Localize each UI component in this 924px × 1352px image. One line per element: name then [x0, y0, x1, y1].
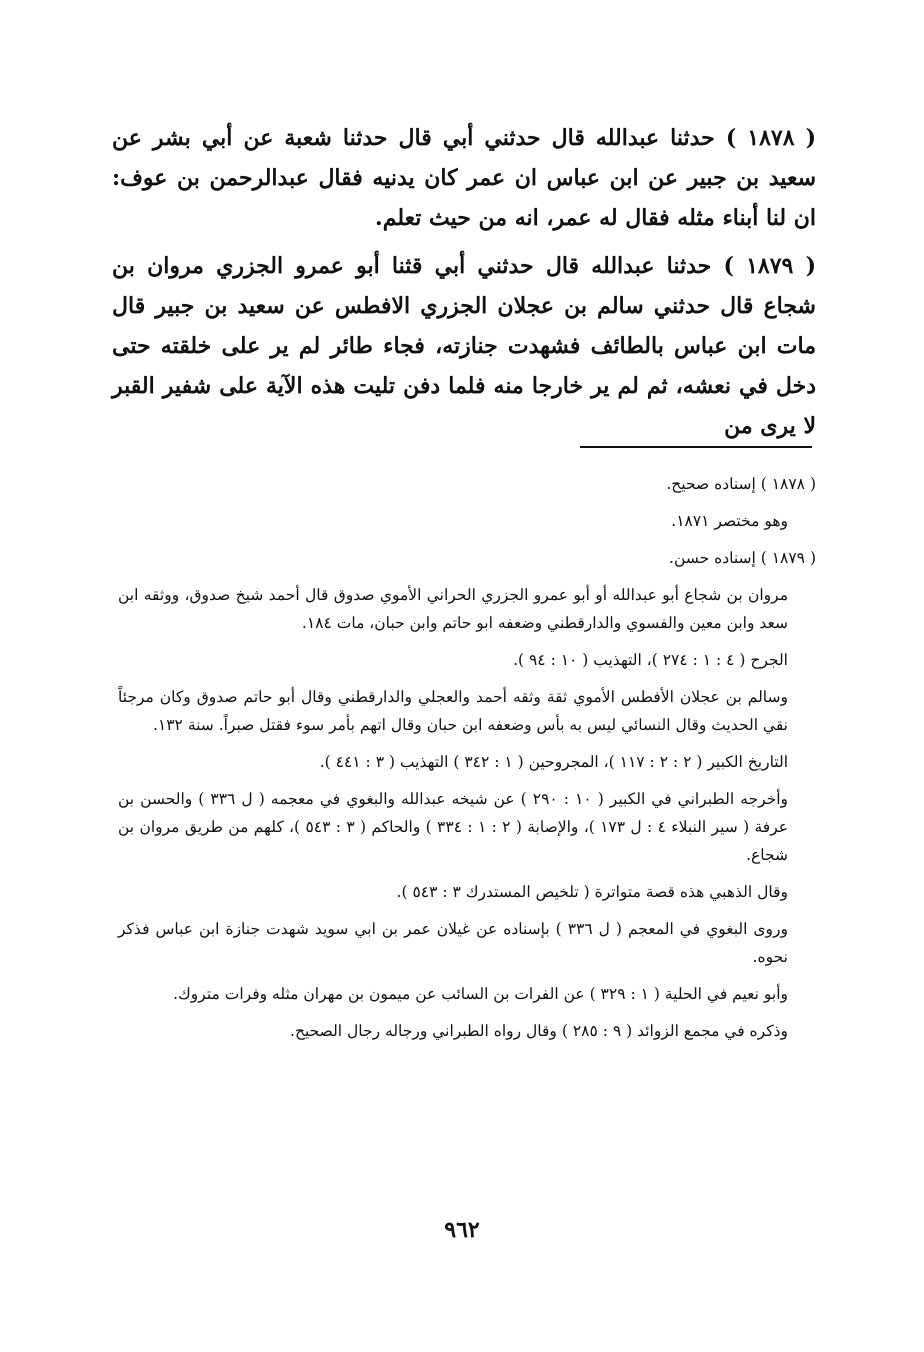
- footnote-dhahabi: وقال الذهبي هذه قصة متواترة ( تلخيص المستدرك ٣ : ٥٤٣ ).: [396, 883, 788, 901]
- footnote-baghawi: وروى البغوي في المعجم ( ل ٣٣٦ ) بإسناده عن غيلان عمر بن ابي سويد شهدت جنازة ابن عباس فذكر نحوه.: [118, 920, 788, 966]
- footnote-1878-note: وهو مختصر ١٨٧١.: [671, 512, 788, 530]
- footnote-takhrij: وأخرجه الطبراني في الكبير ( ١٠ : ٢٩٠ ) عن شيخه عبدالله والبغوي في معجمه ( ل ٣٣٦ ) والحسن بن عرفة ( سير النبلاء ٤ : ل ١٧٣ )، والإصابة ( ٢ : ١ : ٣٣٤ ) والحاكم ( ٣ : ٥٤٣ )، كلهم من طريق مروان بن شجاع.: [118, 790, 789, 864]
- footnotes: [118, 470, 816, 1054]
- footnote-divider: [580, 446, 812, 448]
- footnote-salim-refs: التاريخ الكبير ( ٢ : ٢ : ١١٧ )، المجروحين ( ١ : ٣٤٢ ) التهذيب ( ٣ : ٤٤١ ).: [319, 753, 788, 771]
- footnote-salim: وسالم بن عجلان الأفطس الأموي ثقة وثقه أحمد والعجلي والدارقطني وقال أبو حاتم صدوق وكان مرجئاً نقي الحديث وقال النسائي ليس به بأس وضعفه ابن حبان وقال اتهم بأمر سوء فقتل صبراً. سنة ١٣٢.: [118, 688, 788, 734]
- hadith-1879: ( ١٨٧٩ ) حدثنا عبدالله قال حدثني أبي قثنا أبو عمرو الجزري مروان بن شجاع قال حدثني سالم بن عجلان الجزري الافطس عن سعيد بن جبير قال مات ابن عباس بالطائف فشهدت جنازته، فجاء طائر لم ير على خلقته حتى دخل في نعشه، ثم لم ير خارجا منه فلما دفن تليت هذه الآية على شفير القبر لا يرى من: [112, 253, 816, 439]
- hadith-1878: ( ١٨٧٨ ) حدثنا عبدالله قال حدثني أبي قال حدثنا شعبة عن أبي بشر عن سعيد بن جبير عن ابن عباس ان عمر كان يدنيه فقال عبدالرحمن بن عوف: ان لنا أبناء مثله فقال له عمر، انه من حيث تعلم.: [112, 125, 816, 231]
- hadith-text: [112, 118, 816, 454]
- footnote-1879-heading: ( ١٨٧٩ ) إسناده حسن.: [669, 549, 816, 567]
- footnote-majma: وذكره في مجمع الزوائد ( ٩ : ٢٨٥ ) وقال رواه الطبراني ورجاله رجال الصحيح.: [290, 1022, 788, 1040]
- footnote-marwan: مروان بن شجاع أبو عبدالله أو أبو عمرو الجزري الحراني الأموي صدوق قال أحمد شيخ صدوق، ووثقه ابن سعد وابن معين والفسوي والدارقطني وضعفه ابو حاتم وابن حبان، مات ١٨٤.: [118, 586, 788, 632]
- footnote-1878-heading: ( ١٨٧٨ ) إسناده صحيح.: [666, 475, 816, 493]
- footnote-marwan-refs: الجرح ( ٤ : ١ : ٢٧٤ )، التهذيب ( ١٠ : ٩٤ ).: [513, 651, 788, 669]
- footnote-abu-nuaym: وأبو نعيم في الحلية ( ١ : ٣٢٩ ) عن الفرات بن السائب عن ميمون بن مهران مثله وفرات متروك.: [173, 985, 788, 1003]
- page-number: ٩٦٢: [444, 1217, 480, 1243]
